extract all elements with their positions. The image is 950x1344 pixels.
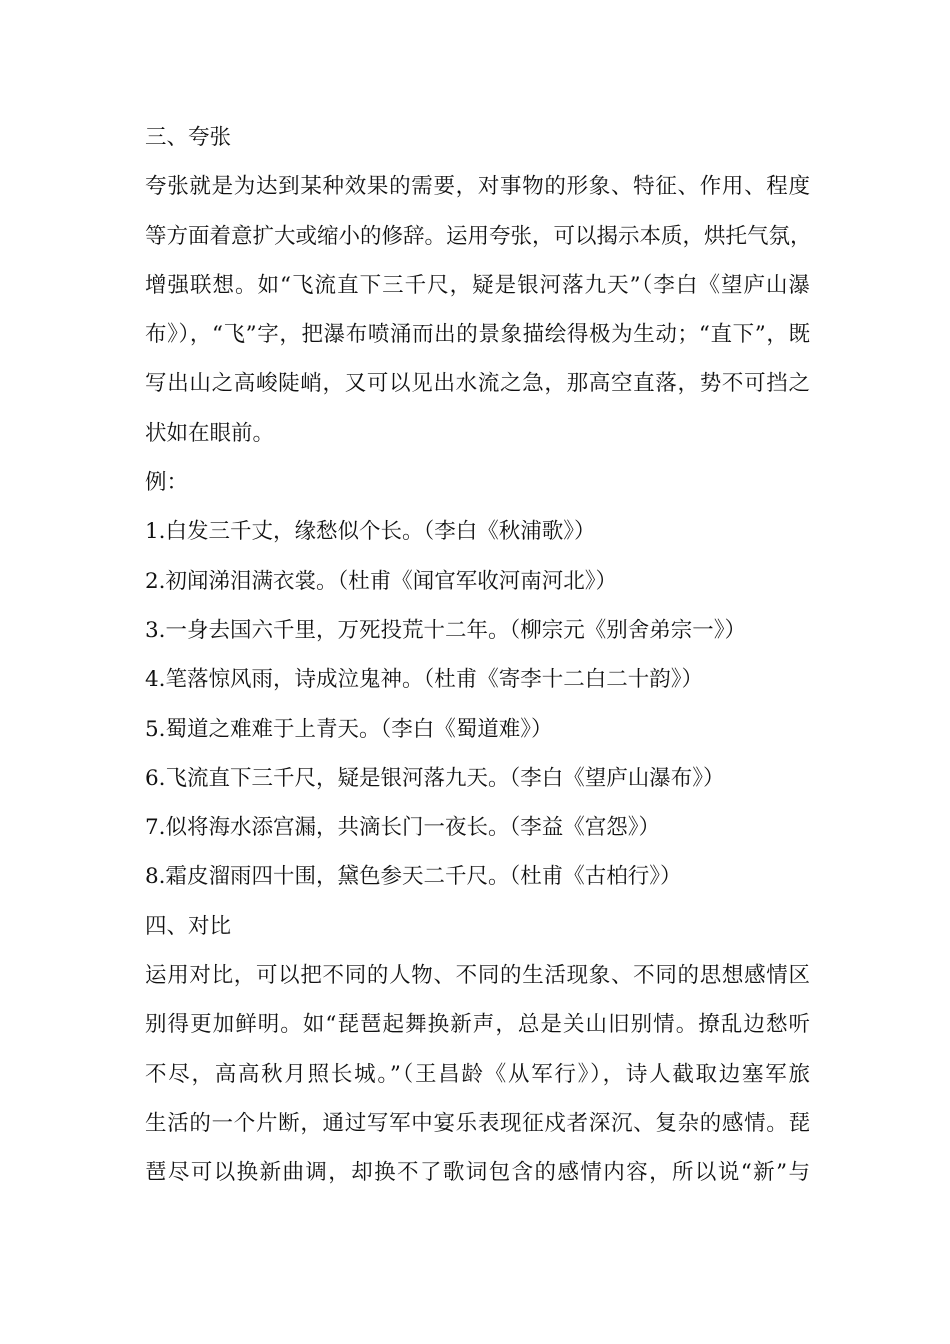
- example-item: 8.霜皮溜雨四十围，黛色参天二千尺。（杜甫《古柏行》）: [145, 864, 682, 890]
- paragraph-line: 运用对比，可以把不同的人物、不同的生活现象、不同的思想感情区: [145, 963, 810, 989]
- example-item: 2.初闻涕泪满衣裳。（杜甫《闻官军收河南河北》）: [145, 568, 618, 594]
- paragraph: [145, 162, 810, 458]
- paragraph-line: 别得更加鲜明。如“琵琶起舞换新声，总是关山旧别情。撩乱边愁听: [145, 1012, 810, 1038]
- example-item: 5.蜀道之难难于上青天。（李白《蜀道难》）: [145, 716, 553, 742]
- section-heading: 三、夸张: [145, 125, 232, 150]
- example-item: 4.笔落惊风雨，诗成泣鬼神。（杜甫《寄李十二白二十韵》）: [145, 667, 704, 693]
- paragraph-line: 不尽，高高秋月照长城。”（王昌龄《从军行》），诗人截取边塞军旅: [145, 1061, 810, 1087]
- paragraph: [145, 951, 810, 1197]
- example-label: 例：: [145, 470, 189, 496]
- paragraph-line: 夸张就是为达到某种效果的需要，对事物的形象、特征、作用、程度: [145, 174, 810, 200]
- example-item: 1.白发三千丈，缘愁似个长。（李白《秋浦歌》）: [145, 519, 596, 545]
- paragraph-line: 等方面着意扩大或缩小的修辞。运用夸张，可以揭示本质，烘托气氛，: [145, 223, 812, 249]
- example-item: 3.一身去国六千里，万死投荒十二年。（柳宗元《别舍弟宗一》）: [145, 617, 747, 643]
- paragraph-line: 写出山之高峻陡峭，又可以见出水流之急，那高空直落，势不可挡之: [145, 371, 810, 397]
- paragraph-line: 布》），“飞”字，把瀑布喷涌而出的景象描绘得极为生动；“直下”，既: [145, 322, 810, 348]
- example-item: 7.似将海水添宫漏，共滴长门一夜长。（李益《宫怨》）: [145, 815, 661, 841]
- example-item: 6.飞流直下三千尺，疑是银河落九天。（李白《望庐山瀑布》）: [145, 765, 725, 791]
- document-page: [145, 113, 810, 1198]
- paragraph-line: 琶尽可以换新曲调，却换不了歌词包含的感情内容，所以说“新”与: [145, 1160, 810, 1186]
- example-list: [145, 507, 810, 901]
- paragraph-line: 增强联想。如“飞流直下三千尺，疑是银河落九天”（李白《望庐山瀑: [145, 272, 810, 298]
- paragraph-line: 生活的一个片断，通过写军中宴乐表现征戍者深沉、复杂的感情。琵: [145, 1110, 810, 1136]
- section-heading: 四、对比: [145, 913, 232, 939]
- paragraph-line: 状如在眼前。: [145, 420, 275, 446]
